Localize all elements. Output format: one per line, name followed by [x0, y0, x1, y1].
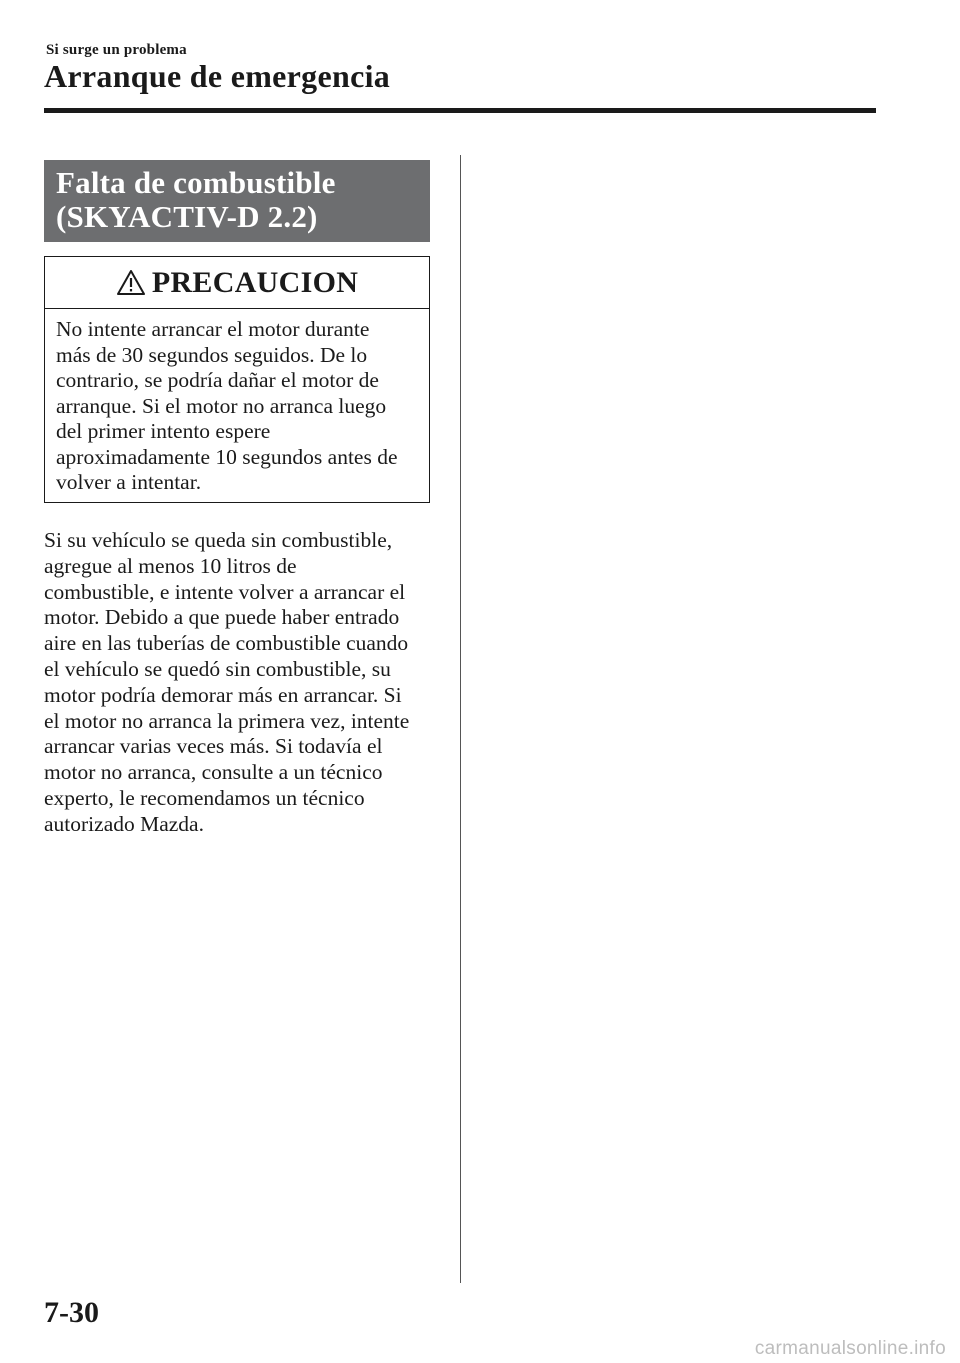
caution-text	[45, 309, 429, 496]
caution-line: No intente arrancar el motor durante	[56, 317, 370, 341]
section-label: Si surge un problema	[46, 42, 187, 58]
caution-line: del primer intento espere	[56, 419, 271, 443]
title-rule	[44, 108, 876, 113]
warning-triangle-icon	[116, 269, 146, 296]
body-line: motor. Debido a que puede haber entrado	[44, 605, 400, 630]
section-heading-banner	[44, 160, 430, 242]
caution-line: más de 30 segundos seguidos. De lo	[56, 342, 368, 367]
body-line: motor no arranca, consulte a un técnico	[44, 760, 383, 785]
caution-title: PRECAUCION	[151, 265, 359, 299]
body-line: motor podría demorar más en arrancar. Si	[44, 682, 402, 707]
caution-line: aproximadamente 10 segundos antes de	[56, 444, 398, 469]
body-line: combustible, e intente volver a arrancar el	[44, 579, 406, 604]
caution-line: contrario, se podría dañar el motor de	[56, 368, 379, 392]
section-heading-line: Falta de combustible	[56, 165, 336, 200]
body-line: el motor no arranca la primera vez, intente	[44, 708, 410, 733]
caution-box	[44, 256, 430, 503]
body-line: aire en las tuberías de combustible cuando	[44, 631, 409, 656]
watermark: carmanualsonline.info	[754, 1338, 946, 1359]
section-heading-line: (SKYACTIV-D 2.2)	[56, 199, 318, 234]
page-number: 7-30	[44, 1296, 99, 1329]
body-line: autorizado Mazda.	[44, 811, 204, 836]
body-line: agregue al menos 10 litros de	[44, 553, 297, 578]
body-line: experto, le recomendamos un técnico	[44, 785, 365, 810]
body-line: arrancar varias veces más. Si todavía el	[44, 734, 383, 759]
body-paragraph	[44, 528, 444, 838]
column-divider	[460, 155, 461, 1283]
caution-line: volver a intentar.	[56, 470, 202, 494]
caution-line: arranque. Si el motor no arranca luego	[56, 393, 387, 418]
body-line: el vehículo se quedó sin combustible, su	[44, 656, 391, 681]
page-title: Arranque de emergencia	[44, 58, 391, 94]
caution-header	[45, 257, 429, 309]
body-line: Si su vehículo se queda sin combustible,	[44, 528, 393, 552]
